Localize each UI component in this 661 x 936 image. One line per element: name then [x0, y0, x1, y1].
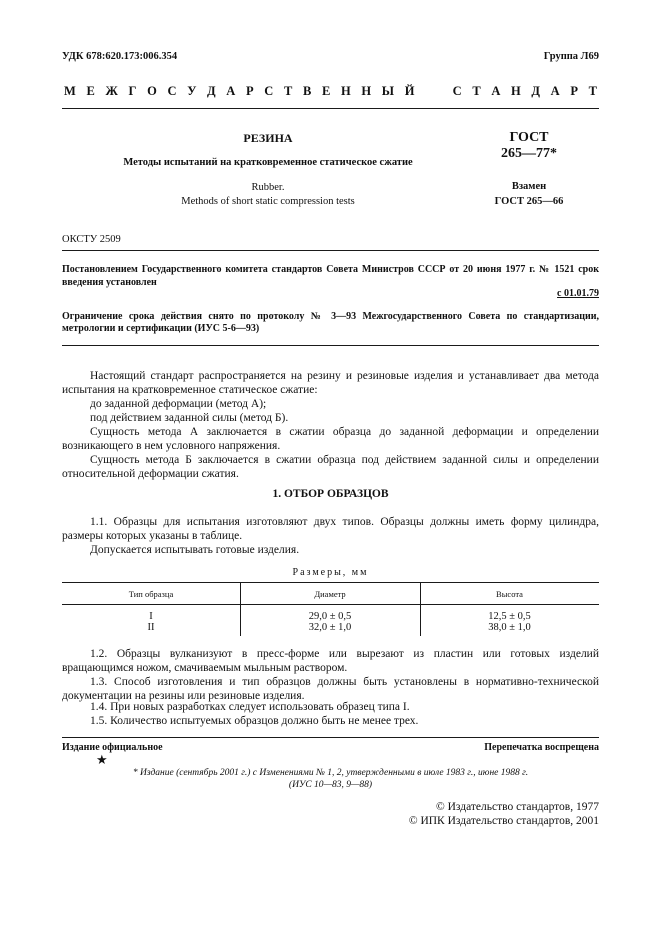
heading-letter: Т	[283, 84, 293, 98]
decree-text: Постановлением Государственного комитета стандартов Совета Министров СССР от 20 июня 1977 г. № 1521 срок введения установлен	[62, 264, 599, 288]
official-edition-label: Издание официальное	[62, 742, 163, 753]
heading-letter: С	[167, 84, 177, 98]
table-header-type: Тип образца	[128, 589, 174, 599]
copyright-1977: © Издательство стандартов, 1977	[435, 801, 599, 813]
okstu-rule	[62, 250, 599, 251]
replaces-label: Взамен	[511, 181, 547, 192]
method-a-essence: Сущность метода А заключается в сжатии образца до заданной деформации и определении возникающего в нем условного напряжения.	[62, 426, 599, 452]
table-cell-height: 38,0 ± 1,0	[488, 622, 531, 633]
header-rule	[62, 108, 599, 109]
table-cell-diameter: 29,0 ± 0,5	[308, 611, 352, 622]
heading-letter: Ж	[105, 84, 118, 98]
heading-letter	[425, 84, 428, 99]
heading-letter: Н	[340, 84, 351, 98]
heading-letter: Т	[588, 84, 597, 98]
heading-letter: А	[550, 84, 560, 98]
replaced-standard: ГОСТ 265—66	[494, 196, 564, 207]
heading-letter: Т	[472, 84, 481, 98]
standard-type-heading	[64, 84, 597, 99]
clause-1-5: 1.5. Количество испытуемых образцов должно быть не менее трех.	[90, 715, 419, 727]
footer-rule	[62, 737, 599, 738]
clause-1-3: 1.3. Способ изготовления и тип образцов должны быть установлены в нормативно-технической документации на резины или резиновые изделия.	[62, 676, 599, 702]
effective-date: с 01.01.79	[557, 288, 599, 299]
table-cell-height: 12,5 ± 0,5	[488, 611, 531, 622]
table-cell-type: II	[147, 622, 155, 633]
method-b-essence: Сущность метода Б заключается в сжатии образца под действием заданной силы и определении относительной деформации сжатия.	[62, 454, 599, 480]
heading-letter: Е	[86, 84, 95, 98]
english-subtitle: Methods of short static compression tests	[181, 196, 355, 207]
table-header-rule	[62, 604, 599, 605]
method-a-item: до заданной деформации (метод А);	[90, 398, 267, 410]
table-cell-type: I	[149, 611, 153, 622]
heading-letter: Г	[128, 84, 137, 98]
clause-1-4: 1.4. При новых разработках следует использовать образец типа I.	[90, 701, 410, 713]
heading-letter: Р	[570, 84, 578, 98]
copyright-2001: © ИПК Издательство стандартов, 2001	[408, 815, 599, 827]
table-cell-diameter: 32,0 ± 1,0	[308, 622, 352, 633]
edition-note-ius: (ИУС 10—83, 9—88)	[288, 780, 373, 790]
english-title: Rubber.	[251, 182, 285, 193]
heading-letter: О	[147, 84, 157, 98]
document-subtitle: Методы испытаний на кратковременное статическое сжатие	[123, 157, 413, 168]
heading-letter: С	[452, 84, 462, 98]
heading-letter: Д	[207, 84, 216, 98]
table-caption: Размеры, мм	[292, 567, 369, 578]
heading-letter	[439, 84, 442, 99]
limitation-note: Ограничение срока действия снято по протоколу № 3—93 Межгосударственного Совета по стандартизации, метрологии и сертификации (ИУС 5-6—93)	[62, 311, 599, 334]
heading-letter: М	[64, 84, 76, 98]
document-title: РЕЗИНА	[243, 131, 293, 145]
table-header-diameter: Диаметр	[314, 589, 346, 599]
gost-number: 265—77*	[501, 146, 557, 161]
table-header-height: Высота	[496, 589, 523, 599]
reprint-prohibited-label: Перепечатка воспрещена	[484, 742, 599, 753]
clause-1-1-note: Допускается испытывать готовые изделия.	[90, 544, 300, 556]
edition-note: * Издание (сентябрь 2001 г.) с Изменениями № 1, 2, утвержденными в июле 1983 г., июне 1988 г.	[132, 768, 529, 778]
heading-letter: Р	[245, 84, 254, 98]
heading-letter: Е	[321, 84, 331, 98]
heading-letter: У	[187, 84, 197, 98]
heading-letter: Н	[361, 84, 372, 98]
heading-letter: Й	[404, 84, 415, 98]
section-heading: 1. ОТБОР ОБРАЗЦОВ	[272, 488, 389, 500]
udk-code: УДК 678:620.173:006.354	[62, 51, 178, 62]
heading-letter: Д	[531, 84, 541, 98]
heading-letter: В	[302, 84, 312, 98]
heading-letter: Ы	[381, 84, 395, 98]
okstu-code: ОКСТУ 2509	[62, 234, 121, 245]
intro-paragraph: Настоящий стандарт распространяется на резину и резиновые изделия и устанавливает два метода испытания на кратковременное статическое сжатие:	[62, 370, 599, 396]
heading-letter: А	[226, 84, 236, 98]
heading-letter: Н	[511, 84, 521, 98]
group-code: Группа Л69	[543, 51, 599, 62]
clause-1-1: 1.1. Образцы для испытания изготовляют двух типов. Образцы должны иметь форму цилиндра, размеры которых указаны в таблице.	[62, 516, 599, 542]
clause-1-2: 1.2. Образцы вулканизуют в пресс-форме или вырезают из пластин или готовых изделий вращающимся ножом, смачиваемым мыльным раствором.	[62, 648, 599, 674]
star-icon: ★	[96, 752, 108, 767]
heading-letter: С	[264, 84, 274, 98]
limitation-rule	[62, 345, 599, 346]
method-b-item: под действием заданной силы (метод Б).	[90, 412, 289, 424]
gost-label: ГОСТ	[509, 130, 549, 145]
table-top-rule	[62, 582, 599, 583]
heading-letter: А	[491, 84, 501, 98]
